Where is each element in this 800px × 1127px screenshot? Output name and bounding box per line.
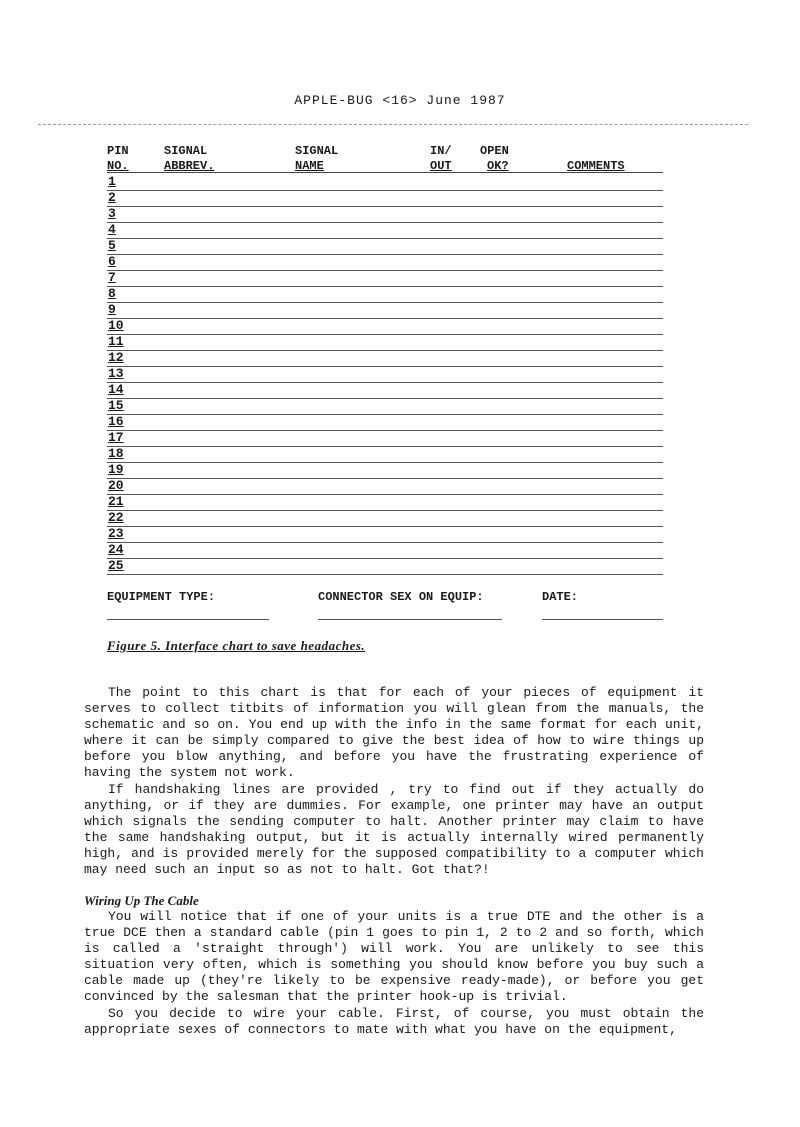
pin-number: 22 (108, 510, 124, 525)
pin-number: 9 (108, 302, 116, 317)
pin-row (107, 190, 663, 207)
col-inout-top: IN/ (430, 144, 452, 158)
pin-row (107, 254, 663, 271)
col-inout-bottom: OUT (430, 159, 452, 173)
page-header: APPLE-BUG <16> June 1987 (294, 93, 506, 108)
connector-sex-line (318, 619, 502, 620)
date-line (542, 619, 663, 620)
pin-row (107, 366, 663, 383)
pin-row (107, 302, 663, 319)
col-signal-abbrev-bottom: ABBREV. (164, 159, 215, 173)
pin-row (107, 542, 663, 559)
col-signal-name-top: SIGNAL (295, 144, 339, 158)
pin-number: 11 (108, 334, 124, 349)
equipment-type-label: EQUIPMENT TYPE: (107, 590, 216, 604)
pin-number: 1 (108, 174, 116, 189)
pin-number: 12 (108, 350, 124, 365)
pin-number: 2 (108, 190, 116, 205)
header-underline (107, 172, 663, 173)
col-signal-abbrev-top: SIGNAL (164, 144, 208, 158)
col-comments-bottom: COMMENTS (567, 159, 625, 173)
pin-row (107, 318, 663, 335)
pin-row (107, 462, 663, 479)
pin-row (107, 430, 663, 447)
col-pin-top: PIN (107, 144, 129, 158)
pin-number: 10 (108, 318, 124, 333)
paragraph: So you decide to wire your cable. First, of course, you must obtain the appropriate sexes of connectors to mate with what you have on the equipment, (84, 1005, 704, 1037)
pin-row (107, 398, 663, 415)
pin-row (107, 174, 663, 191)
pin-row (107, 382, 663, 399)
paragraph: You will notice that if one of your units is a true DTE and the other is a true DCE then a standard cable (pin 1 goes to pin 1, 2 to 2 and so forth, which is called a 'straight through') will work. You are unlikely to see this situation very often, which is something you should know before you buy such a cable made up (they're likely to be expensive ready-made), or before you get convinced by the salesman that the printer hook-up is trivial. (84, 909, 704, 1005)
pin-row (107, 446, 663, 463)
pin-row (107, 478, 663, 495)
pin-number: 23 (108, 526, 124, 541)
col-signal-name-bottom: NAME (295, 159, 324, 173)
pin-row (107, 286, 663, 303)
section-heading: Wiring Up The Cable (84, 893, 199, 908)
pin-number: 19 (108, 462, 124, 477)
pin-row (107, 526, 663, 543)
paragraph: The point to this chart is that for each of your pieces of equipment it serves to collect titbits of information you will glean from the manuals, the schematic and so on. You end up with the info in the same format for each unit, where it can be simply compared to give the best idea of how to wire things up before you blow anything, and before you have the frustrating experience of having the system not work. (84, 685, 704, 781)
pin-number: 18 (108, 446, 124, 461)
pin-number: 3 (108, 206, 116, 221)
pin-row (107, 414, 663, 431)
date-label: DATE: (542, 590, 579, 604)
pin-number: 25 (108, 558, 124, 573)
pin-row (107, 350, 663, 367)
pin-number: 14 (108, 382, 124, 397)
pin-row (107, 270, 663, 287)
pin-row (107, 558, 663, 575)
pin-number: 21 (108, 494, 124, 509)
pin-row (107, 222, 663, 239)
section-body-text (84, 909, 704, 1038)
pin-row (107, 494, 663, 511)
pin-row (107, 510, 663, 527)
paragraph: If handshaking lines are provided , try to find out if they actually do anything, or if they are dummies. For example, one printer may have an output which signals the sending computer to halt. Another printer may claim to have the same handshaking output, but it is actually internally wired permanently high, and is provided merely for the supposed compatibility to a computer which may need such an input so as not to halt. Got that?! (84, 781, 704, 878)
pin-row (107, 206, 663, 223)
pin-number: 16 (108, 414, 124, 429)
equipment-type-line (107, 619, 269, 620)
figure-caption: Figure 5. Interface chart to save headaches. (107, 638, 366, 653)
pin-number: 20 (108, 478, 124, 493)
col-pin-bottom: NO. (107, 159, 129, 173)
connector-sex-label: CONNECTOR SEX ON EQUIP: (318, 590, 484, 604)
col-open-top: OPEN (480, 144, 509, 158)
pin-number: 24 (108, 542, 124, 557)
pin-number: 7 (108, 270, 116, 285)
col-open-bottom: OK? (487, 159, 509, 173)
body-text (84, 685, 704, 878)
header-rule (38, 124, 748, 125)
pin-number: 13 (108, 366, 124, 381)
pin-row (107, 238, 663, 255)
pin-number: 8 (108, 286, 116, 301)
pin-number: 15 (108, 398, 124, 413)
pin-number: 6 (108, 254, 116, 269)
pin-number: 17 (108, 430, 124, 445)
pin-number: 4 (108, 222, 116, 237)
pin-row (107, 334, 663, 351)
pin-number: 5 (108, 238, 116, 253)
